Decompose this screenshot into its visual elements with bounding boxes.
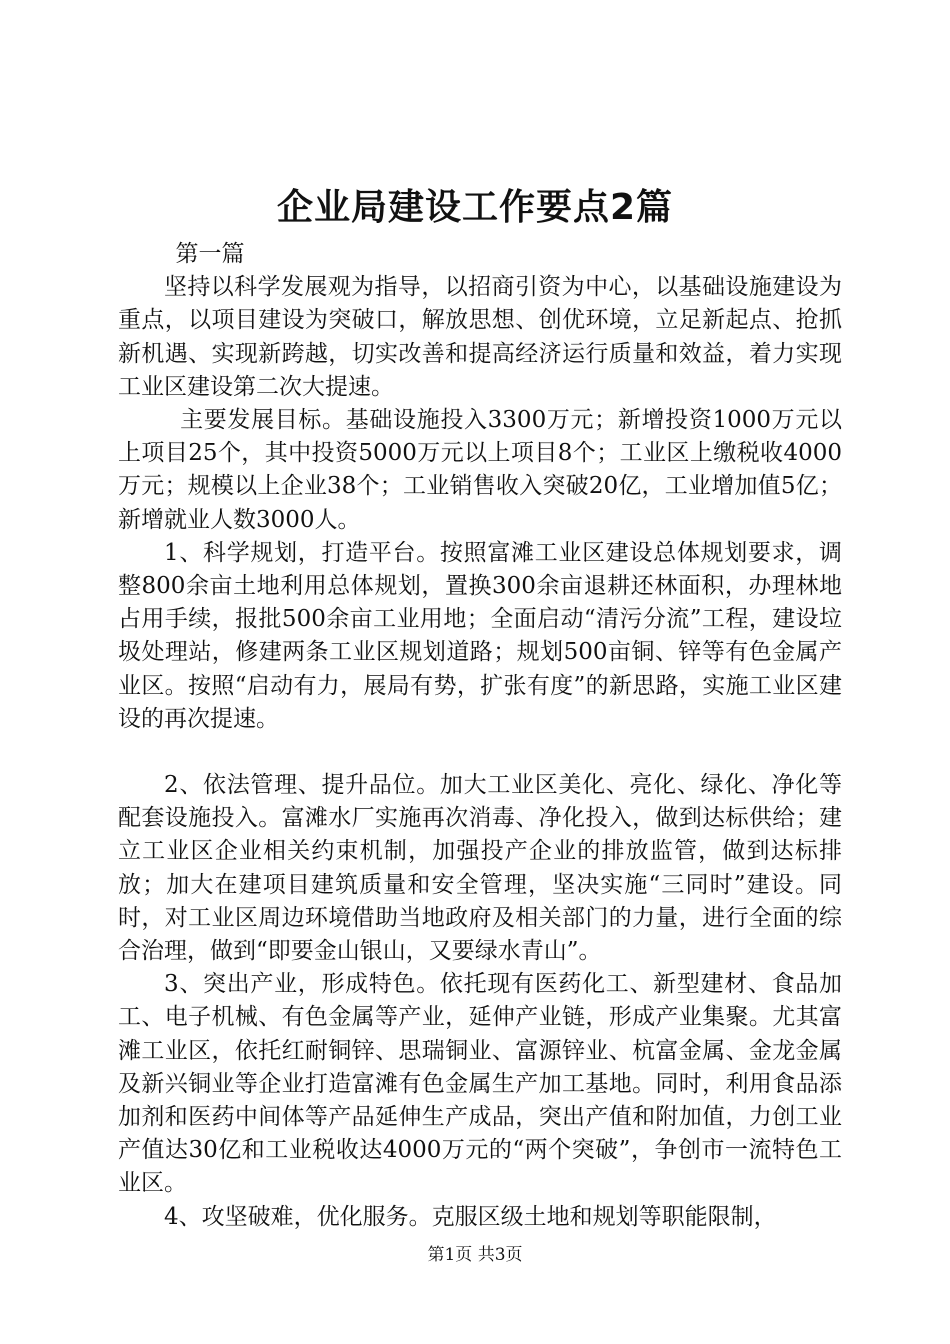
page-footer: 第1页 共3页 [427,1245,523,1265]
paragraph-item-2: 2、依法管理、提升品位。加大工业区美化、亮化、绿化、净化等配套设施投入。富滩水厂实施再次消毒、净化投入，做到达标供给；建立工业区企业相关约束机制，加强投产企业的排放监管，做到达标排放；加大在建项目建筑质量和安全管理，坚决实施“三同时”建设。同时，对工业区周边环境借助当地政府及相关部门的力量，进行全面的综合治理，做到“即要金山银山，又要绿水青山”。 [118,772,842,965]
paragraph-item-4: 4、攻坚破难，优化服务。克服区级土地和规划等职能限制， [164,1203,777,1230]
paragraph-guideline: 坚持以科学发展观为指导，以招商引资为中心，以基础设施建设为重点，以项目建设为突破口，解放思想、创优环境，立足新起点、抢抓新机遇、实现新跨越，切实改善和提高经济运行质量和效益，着力实现工业区建设第二次大提速。 [118,274,842,400]
document-title: 企业局建设工作要点2篇 [276,187,674,228]
paragraph-item-1: 1、科学规划，打造平台。按照富滩工业区建设总体规划要求，调整800余亩土地利用总体规划，置换300余亩退耕还林面积，办理林地占用手续，报批500余亩工业用地；全面启动“清污分流”工程，建设垃圾处理站，修建两条工业区规划道路；规划500亩铜、锌等有色金属产业区。按照“启动有力，展局有势，扩张有度”的新思路，实施工业区建设的再次提速。 [118,539,842,732]
paragraph-goals: 主要发展目标。基础设施投入3300万元；新增投资1000万元以上项目25个，其中投资5000万元以上项目8个；工业区上缴税收4000万元；规模以上企业38个；工业销售收入突破20亿，工业增加值5亿；新增就业人数3000人。 [118,407,842,533]
document-body [118,238,842,1234]
paragraph-item-3: 3、突出产业，形成特色。依托现有医药化工、新型建材、食品加工、电子机械、有色金属等产业，延伸产业链，形成产业集聚。尤其富滩工业区，依托红耐铜锌、思瑞铜业、富源锌业、杭富金属、金龙金属及新兴铜业等企业打造富滩有色金属生产加工基地。同时，利用食品添加剂和医药中间体等产品延伸生产成品，突出产值和附加值，力创工业产值达30亿和工业税收达4000万元的“两个突破”，争创市一流特色工业区。 [118,971,842,1197]
section-heading: 第一篇 [175,241,245,267]
